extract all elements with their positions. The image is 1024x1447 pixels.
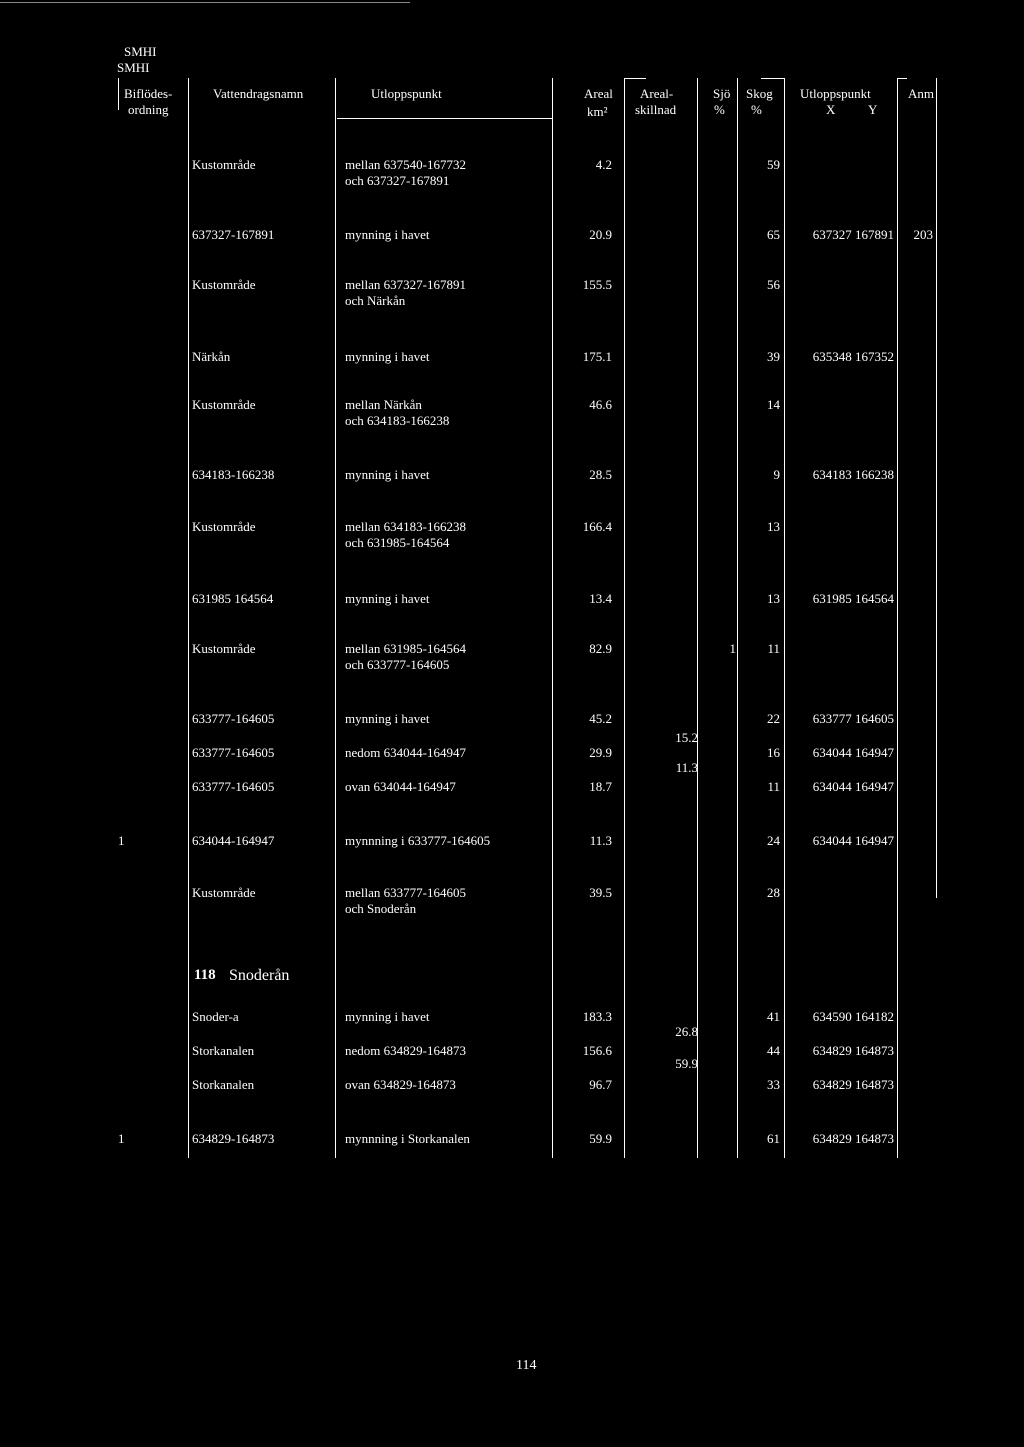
cell-vattendragsnamn: 633777-164605 (192, 745, 275, 760)
cell-vattendragsnamn: Kustområde (192, 519, 256, 534)
cell-utloppspunkt: ovan 634044-164947 (345, 779, 456, 794)
cell-utloppspunkt: mynning i havet (345, 467, 430, 482)
cell-utloppspunkt: mynnning i Storkanalen (345, 1131, 470, 1146)
cell-vattendragsnamn: 633777-164605 (192, 779, 275, 794)
areal-diff: 26.8 (675, 1024, 698, 1039)
col-divider (335, 78, 336, 1158)
cell-utloppspunkt: mynning i havet (345, 711, 430, 726)
col-header-areal-unit: km² (587, 104, 608, 119)
cell-areal: 82.9 (589, 641, 612, 656)
cell-vattendragsnamn: 633777-164605 (192, 711, 275, 726)
cell-skog: 65 (767, 227, 780, 242)
cell-skog: 28 (767, 885, 780, 900)
cell-utloppspunkt: mynning i havet (345, 1009, 430, 1024)
cell-vattendragsnamn: Kustområde (192, 885, 256, 900)
page-number: 114 (516, 1358, 537, 1373)
cell-vattendragsnamn: 634183-166238 (192, 467, 275, 482)
col-header-y: Y (868, 102, 878, 117)
cell-utloppspunkt-2: och 634183-166238 (345, 413, 450, 428)
col-header-areal: Areal (584, 86, 613, 101)
col-header-x: X (826, 102, 836, 117)
cell-biflodesordning: 1 (118, 1131, 125, 1146)
cell-areal: 18.7 (589, 779, 612, 794)
cell-areal: 59.9 (589, 1131, 612, 1146)
cell-areal: 175.1 (582, 349, 612, 364)
cell-utloppspunkt-xy: 634829 164873 (812, 1043, 894, 1058)
cell-utloppspunkt-2: och 637327-167891 (345, 173, 450, 188)
header-smhi-2: SMHI (117, 60, 150, 75)
col-header-anm: Anm (908, 86, 934, 101)
cell-skog: 11 (767, 779, 780, 794)
cell-utloppspunkt: mellan 637327-167891 (345, 277, 466, 292)
col-header-vattendrag: Vattendragsnamn (213, 86, 304, 101)
header-tick (624, 78, 646, 79)
cell-vattendragsnamn: 634829-164873 (192, 1131, 275, 1146)
cell-areal: 96.7 (589, 1077, 612, 1092)
col-header-skog-unit: % (751, 102, 762, 117)
cell-utloppspunkt-2: och Närkån (345, 293, 406, 308)
cell-areal: 13.4 (589, 591, 612, 606)
cell-skog: 9 (773, 467, 780, 482)
section-number: 118 (194, 967, 216, 983)
cell-vattendragsnamn: 634044-164947 (192, 833, 275, 848)
cell-areal: 28.5 (589, 467, 612, 482)
cell-utloppspunkt-xy: 634183 166238 (812, 467, 894, 482)
cell-utloppspunkt-2: och 633777-164605 (345, 657, 450, 672)
cell-areal: 155.5 (582, 277, 612, 292)
cell-utloppspunkt-xy: 634590 164182 (812, 1009, 894, 1024)
cell-skog: 59 (767, 157, 780, 172)
cell-skog: 13 (767, 519, 780, 534)
col-divider (936, 78, 937, 898)
cell-skog: 41 (767, 1009, 780, 1024)
cell-utloppspunkt: mellan 637540-167732 (345, 157, 466, 172)
col-divider (188, 78, 189, 1158)
col-header-biflodes-2: ordning (128, 102, 169, 117)
cell-vattendragsnamn: 631985 164564 (192, 591, 274, 606)
cell-utloppspunkt-xy: 634044 164947 (812, 745, 894, 760)
cell-vattendragsnamn: Kustområde (192, 157, 256, 172)
col-header-utloppspunkt: Utloppspunkt (800, 86, 871, 101)
header-underline (337, 118, 552, 119)
cell-utloppspunkt: mynning i havet (345, 591, 430, 606)
col-divider (784, 78, 785, 1158)
cell-utloppspunkt-xy: 637327 167891 (812, 227, 894, 242)
col-divider (118, 78, 119, 110)
cell-areal: 20.9 (589, 227, 612, 242)
col-header-biflodes: Biflödes- (124, 86, 173, 101)
col-header-skog: Skog (746, 86, 773, 101)
section-title: Snoderån (229, 967, 290, 984)
cell-utloppspunkt: mynnning i 633777-164605 (345, 833, 491, 848)
cell-vattendragsnamn: Närkån (192, 349, 231, 364)
cell-areal: 183.3 (582, 1009, 612, 1024)
cell-utloppspunkt-xy: 634044 164947 (812, 833, 894, 848)
cell-areal: 29.9 (589, 745, 612, 760)
header-tick (761, 78, 784, 79)
cell-utloppspunkt-xy: 634829 164873 (812, 1077, 894, 1092)
col-divider (697, 78, 698, 1158)
cell-utloppspunkt: mellan 634183-166238 (345, 519, 466, 534)
cell-utloppspunkt-xy: 634044 164947 (812, 779, 894, 794)
col-divider (737, 78, 738, 1158)
cell-skog: 24 (767, 833, 780, 848)
cell-utloppspunkt: ovan 634829-164873 (345, 1077, 456, 1092)
cell-skog: 61 (767, 1131, 780, 1146)
col-header-sjo: Sjö (713, 86, 731, 101)
cell-areal: 39.5 (589, 885, 612, 900)
cell-areal: 4.2 (595, 157, 612, 172)
cell-utloppspunkt-xy: 635348 167352 (812, 349, 894, 364)
cell-skog: 39 (767, 349, 780, 364)
cell-utloppspunkt: mellan 633777-164605 (345, 885, 466, 900)
header-smhi: SMHI (124, 44, 157, 59)
cell-utloppspunkt-2: och Snoderån (345, 901, 417, 916)
cell-skog: 11 (767, 641, 780, 656)
col-divider (552, 78, 553, 1158)
cell-areal: 46.6 (589, 397, 612, 412)
cell-utloppspunkt-xy: 633777 164605 (812, 711, 894, 726)
cell-utloppspunkt: mynning i havet (345, 349, 430, 364)
cell-utloppspunkt: mynning i havet (345, 227, 430, 242)
col-header-utlopp: Utloppspunkt (371, 86, 442, 101)
cell-skog: 22 (767, 711, 780, 726)
header-tick (897, 78, 907, 79)
cell-skog: 13 (767, 591, 780, 606)
cell-areal: 11.3 (589, 833, 612, 848)
col-header-arealskill: Areal- (640, 86, 674, 101)
cell-skog: 14 (767, 397, 780, 412)
cell-biflodesordning: 1 (118, 833, 125, 848)
areal-diff: 11.3 (675, 760, 698, 775)
cell-utloppspunkt: nedom 634044-164947 (345, 745, 466, 760)
cell-anm: 203 (913, 227, 933, 242)
cell-vattendragsnamn: Snoder-a (192, 1009, 239, 1024)
cell-vattendragsnamn: Storkanalen (192, 1077, 255, 1092)
col-divider (897, 78, 898, 1158)
cell-utloppspunkt: mellan 631985-164564 (345, 641, 466, 656)
col-header-arealskill-2: skillnad (635, 102, 677, 117)
cell-skog: 44 (767, 1043, 780, 1058)
cell-utloppspunkt-xy: 634829 164873 (812, 1131, 894, 1146)
top-rule (0, 2, 410, 3)
cell-vattendragsnamn: Kustområde (192, 277, 256, 292)
cell-areal: 156.6 (582, 1043, 612, 1058)
areal-diff: 59.9 (675, 1056, 698, 1071)
cell-utloppspunkt: nedom 634829-164873 (345, 1043, 466, 1058)
cell-vattendragsnamn: Kustområde (192, 397, 256, 412)
col-divider (624, 78, 625, 1158)
cell-areal: 45.2 (589, 711, 612, 726)
col-header-sjo-unit: % (714, 102, 725, 117)
cell-skog: 56 (767, 277, 780, 292)
cell-areal: 166.4 (582, 519, 612, 534)
cell-vattendragsnamn: 637327-167891 (192, 227, 275, 242)
cell-skog: 33 (767, 1077, 780, 1092)
cell-sjo: 1 (729, 641, 736, 656)
cell-utloppspunkt-2: och 631985-164564 (345, 535, 450, 550)
cell-utloppspunkt-xy: 631985 164564 (812, 591, 894, 606)
cell-skog: 16 (767, 745, 780, 760)
cell-vattendragsnamn: Storkanalen (192, 1043, 255, 1058)
areal-diff: 15.2 (675, 730, 698, 745)
cell-utloppspunkt: mellan Närkån (345, 397, 422, 412)
cell-vattendragsnamn: Kustområde (192, 641, 256, 656)
